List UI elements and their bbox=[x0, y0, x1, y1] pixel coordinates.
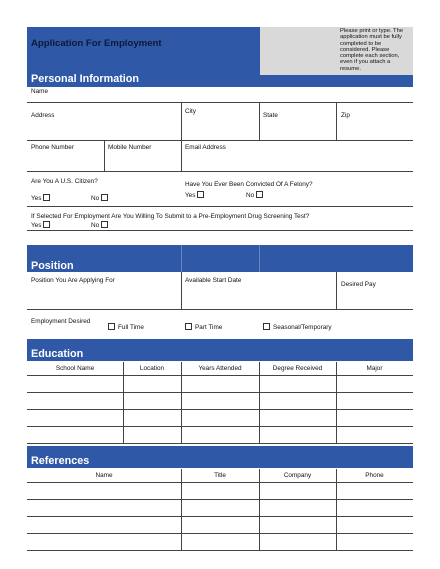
state-divider bbox=[336, 103, 337, 140]
citizen-yes[interactable] bbox=[31, 194, 50, 202]
felony-yes-label: Yes bbox=[185, 192, 196, 199]
header-strip bbox=[260, 75, 413, 87]
education-column-divider bbox=[123, 362, 124, 443]
references-column-header: Name bbox=[95, 472, 113, 479]
table-row[interactable] bbox=[27, 426, 413, 443]
applying-for-label: Position You Are Applying For bbox=[31, 277, 115, 284]
drug-no-label: No bbox=[91, 222, 100, 229]
full-time-option[interactable] bbox=[108, 323, 144, 331]
education-column-header: Location bbox=[139, 365, 165, 372]
education-column-header: Major bbox=[366, 365, 383, 372]
full-time-label: Full Time bbox=[118, 324, 144, 331]
table-row[interactable] bbox=[27, 409, 413, 426]
table-row[interactable] bbox=[27, 482, 413, 499]
drug-no-checkbox[interactable] bbox=[101, 221, 108, 228]
drug-no[interactable] bbox=[91, 221, 108, 229]
start-date-label: Available Start Date bbox=[185, 277, 242, 284]
full-time-checkbox[interactable] bbox=[108, 323, 115, 330]
instructions-note: Please print or type. The application must be fully completed to be considered. Please complete each section, even if you attach a resume. bbox=[340, 28, 404, 72]
education-column-header: School Name bbox=[55, 365, 95, 372]
citizen-no-label: No bbox=[91, 195, 100, 202]
education-band bbox=[27, 339, 413, 361]
references-row-line bbox=[27, 550, 413, 551]
position-band bbox=[27, 245, 413, 272]
address-label: Address bbox=[31, 112, 55, 119]
drug-yes[interactable] bbox=[31, 221, 50, 229]
references-column-divider bbox=[181, 469, 182, 550]
mobile-divider bbox=[181, 141, 182, 171]
personal-section-title: Personal Information bbox=[31, 73, 139, 85]
references-column-header: Company bbox=[283, 472, 312, 479]
citizen-yes-checkbox[interactable] bbox=[43, 194, 50, 201]
zip-label: Zip bbox=[341, 112, 350, 119]
address-underline[interactable] bbox=[27, 140, 413, 141]
references-section-title: References bbox=[31, 455, 90, 467]
table-row[interactable] bbox=[27, 499, 413, 516]
form-title: Application For Employment bbox=[31, 38, 162, 49]
position-divider bbox=[181, 272, 182, 309]
name-label: Name bbox=[31, 88, 49, 95]
city-divider bbox=[259, 103, 260, 140]
citizen-no[interactable] bbox=[91, 194, 108, 202]
position-underline[interactable] bbox=[27, 309, 413, 310]
references-column-header: Phone bbox=[365, 472, 384, 479]
education-section-title: Education bbox=[31, 348, 84, 360]
drug-yes-label: Yes bbox=[31, 222, 42, 229]
references-column-divider bbox=[259, 469, 260, 550]
start-date-divider bbox=[336, 272, 337, 309]
position-band-divider-1 bbox=[181, 245, 182, 272]
table-row[interactable] bbox=[27, 375, 413, 392]
position-band-divider-2 bbox=[259, 245, 260, 272]
references-column-divider bbox=[336, 469, 337, 550]
citizen-yes-label: Yes bbox=[31, 195, 42, 202]
table-row[interactable] bbox=[27, 392, 413, 409]
felony-yes-checkbox[interactable] bbox=[197, 191, 204, 198]
references-column-header: Title bbox=[214, 472, 226, 479]
education-column-header: Years Attended bbox=[198, 365, 242, 372]
part-time-label: Part Time bbox=[195, 324, 223, 331]
seasonal-checkbox[interactable] bbox=[263, 323, 270, 330]
felony-no[interactable] bbox=[246, 191, 263, 199]
education-column-divider bbox=[259, 362, 260, 443]
desired-pay-label: Desired Pay bbox=[341, 281, 376, 288]
email-label: Email Address bbox=[185, 144, 226, 151]
felony-question: Have You Ever Been Convicted Of A Felony? bbox=[185, 181, 313, 188]
phone-divider bbox=[104, 141, 105, 171]
address-divider bbox=[181, 103, 182, 140]
name-underline[interactable] bbox=[27, 102, 413, 103]
drug-yes-checkbox[interactable] bbox=[43, 221, 50, 228]
position-section-title: Position bbox=[31, 260, 74, 272]
education-column-divider bbox=[336, 362, 337, 443]
education-column-header: Degree Received bbox=[272, 365, 323, 372]
employment-desired-label: Employment Desired bbox=[31, 318, 91, 325]
seasonal-label: Seasonal/Temporary bbox=[273, 324, 332, 331]
table-row[interactable] bbox=[27, 516, 413, 533]
felony-no-label: No bbox=[246, 192, 255, 199]
citizen-question: Are You A U.S. Citizen? bbox=[31, 178, 98, 185]
city-label: City bbox=[185, 108, 197, 115]
seasonal-option[interactable] bbox=[263, 323, 332, 331]
drug-test-question: If Selected For Employment Are You Willing To Submit to a Pre-Employment Drug Screening Test? bbox=[31, 213, 310, 220]
part-time-option[interactable] bbox=[185, 323, 222, 331]
state-label: State bbox=[263, 112, 278, 119]
part-time-checkbox[interactable] bbox=[185, 323, 192, 330]
citizen-no-checkbox[interactable] bbox=[101, 194, 108, 201]
felony-yes[interactable] bbox=[185, 191, 204, 199]
education-column-divider bbox=[181, 362, 182, 443]
table-row[interactable] bbox=[27, 533, 413, 550]
mobile-label: Mobile Number bbox=[108, 144, 152, 151]
citizen-underline bbox=[27, 206, 413, 207]
phone-underline[interactable] bbox=[27, 171, 413, 172]
drug-underline bbox=[27, 230, 413, 231]
education-row-line bbox=[27, 443, 413, 444]
felony-no-checkbox[interactable] bbox=[256, 191, 263, 198]
phone-label: Phone Number bbox=[31, 144, 74, 151]
